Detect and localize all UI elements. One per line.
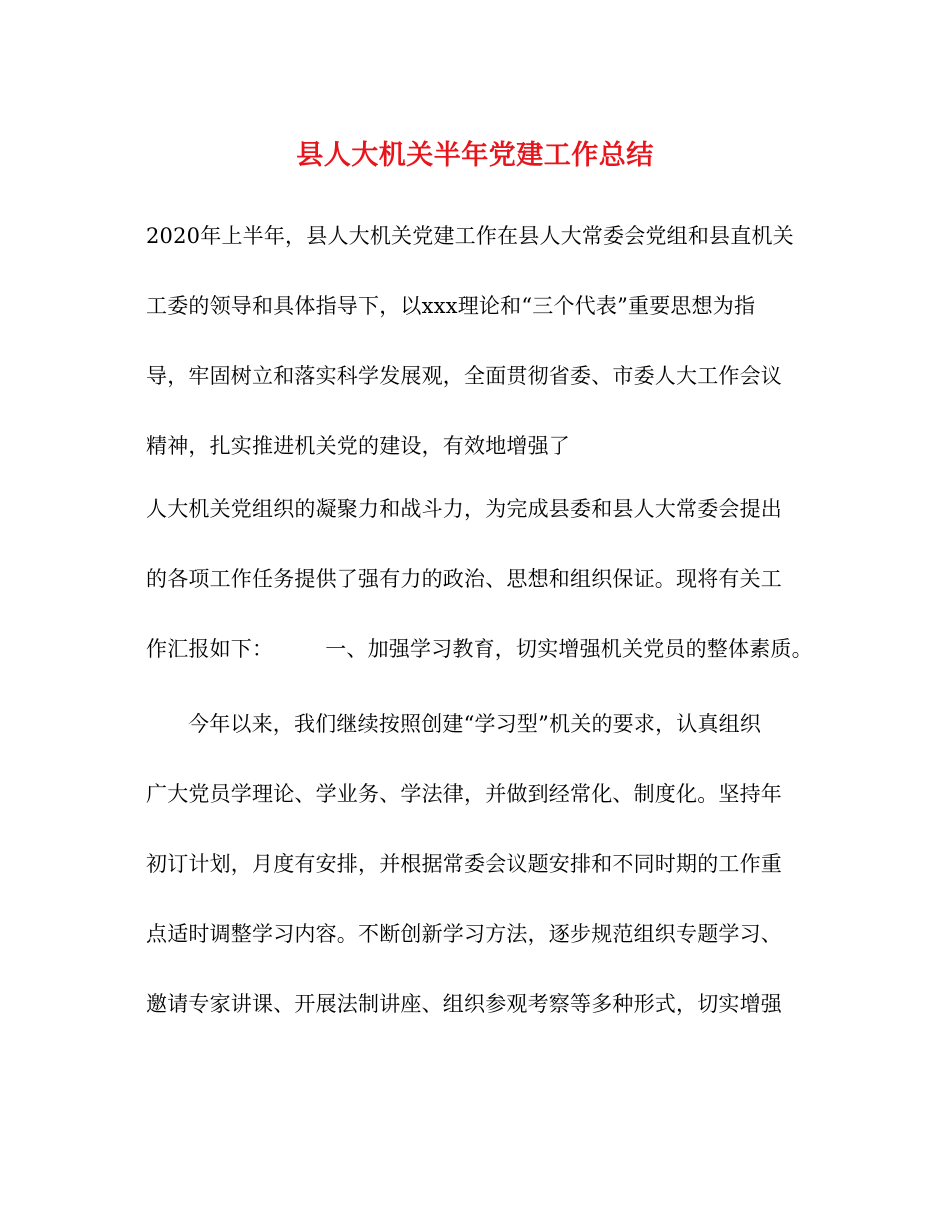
paragraph-line: 2020年上半年，县人大机关党建工作在县人大常委会党组和县直机关 [146, 224, 794, 248]
paragraph-line-end: 作汇报如下： [146, 637, 274, 661]
document-title: 县人大机关半年党建工作总结 [296, 140, 654, 171]
paragraph-line-with-heading [146, 636, 813, 662]
paragraph-line: 导，牢固树立和落实科学发展观，全面贯彻省委、市委人大工作会议 [146, 364, 782, 388]
paragraph-line: 的各项工作任务提供了强有力的政治、思想和组织保证。现将有关工 [146, 567, 782, 591]
paragraph-line: 广大党员学理论、学业务、学法律，并做到经常化、制度化。坚持年 [146, 782, 782, 806]
paragraph-line: 今年以来，我们继续按照创建“学习型”机关的要求，认真组织 [188, 712, 762, 736]
paragraph-line: 点适时调整学习内容。不断创新学习方法，逐步规范组织专题学习、 [146, 922, 782, 946]
paragraph-line: 工委的领导和具体指导下，以xxx理论和“三个代表”重要思想为指 [146, 294, 756, 318]
section-heading: 一、加强学习教育，切实增强机关党员的整体素质。 [325, 637, 813, 661]
paragraph-line: 邀请专家讲课、开展法制讲座、组织参观考察等多种形式，切实增强 [146, 992, 782, 1016]
paragraph-line: 精神，扎实推进机关党的建设，有效地增强了 [146, 434, 570, 458]
paragraph-line: 初订计划，月度有安排，并根据常委会议题安排和不同时期的工作重 [146, 852, 782, 876]
paragraph-line: 人大机关党组织的凝聚力和战斗力，为完成县委和县人大常委会提出 [146, 497, 782, 521]
